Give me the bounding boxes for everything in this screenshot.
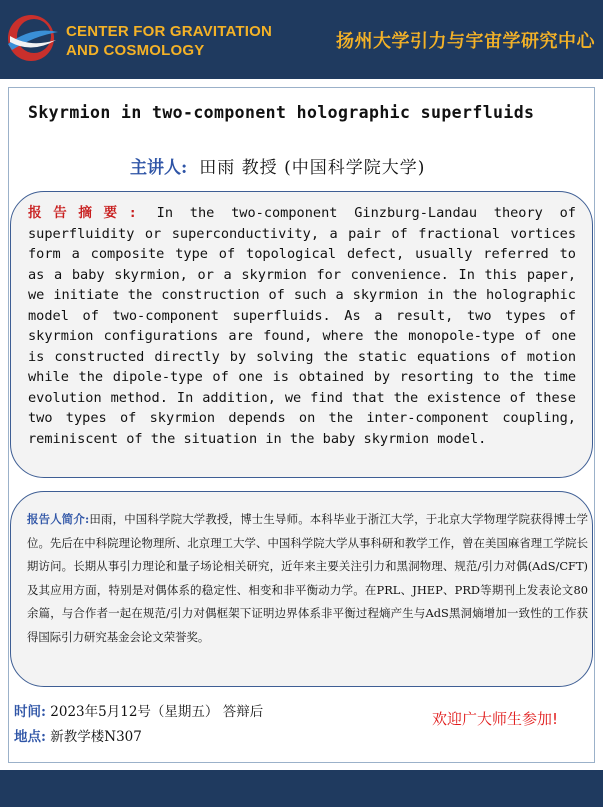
gravitation-center-logo-icon (4, 6, 60, 70)
place-label: 地点: (14, 729, 46, 745)
abstract-text: In the two-component Ginzburg-Landau theory of superfluidity or superconductivity, a pair of fractional vortices form a composite type of topological defect, usually referred to as a baby skyrmion, or a skyrmion for convenience. In this paper, we initiate the construction of such a skyrmion in the holographic model of two-component superfluids. As a result, two types of skyrmion configurations are found, where the monopole-type of one is constructed directly by solving the static equations of motion while the dipole-type of one is obtained by resorting to the time evolution method. In addition, we find that the existence of these two types of skyrmion depends on the inter-component coupling, reminiscent of the situation in the baby skyrmion model. (28, 205, 576, 447)
time-label: 时间: (14, 704, 46, 720)
bio-body (27, 508, 588, 649)
speaker-name: 田雨 教授 (中国科学院大学) (199, 158, 426, 178)
bio-label: 报告人简介: (27, 512, 90, 526)
talk-title: Skyrmion in two-component holographic superfluids (28, 103, 535, 122)
abstract-body (28, 203, 576, 449)
center-name-cn: 扬州大学引力与宇宙学研究中心 (336, 31, 595, 52)
place-value: 新教学楼N307 (50, 729, 142, 745)
abstract-label: 报告摘要: (28, 205, 140, 221)
center-name-en-line2: AND COSMOLOGY (66, 42, 205, 59)
center-name-en-line1: CENTER FOR GRAVITATION (66, 23, 273, 40)
footer-bar (0, 770, 603, 807)
header-banner (0, 0, 603, 79)
bio-text: 田雨，中国科学院大学教授，博士生导师。本科毕业于浙江大学，于北京大学物理学院获得博士学位。先后在中科院理论物理所、北京理工大学、中国科学院大学从事科研和教学工作，曾在美国麻省理工学院长期访问。长期从事引力理论和量子场论相关研究，近年来主要关注引力和黑洞物理、规范/引力对偶(AdS/CFT)及其应用方面，特别是对偶体系的稳定性、相变和非平衡动力学。在PRL、JHEP、PRD等期刊上发表论文80余篇，与合作者一起在规范/引力对偶框架下证明边界体系非平衡过程熵产生与AdS黑洞熵增加一致性的工作获得国际引力研究基金会论文荣誉奖。 (27, 512, 588, 644)
time-line (14, 700, 263, 720)
place-line (14, 725, 142, 745)
time-value: 2023年5月12号（星期五） 答辩后 (50, 704, 264, 720)
center-name-en (66, 22, 306, 60)
speaker-label: 主讲人: (130, 158, 188, 178)
speaker-line (130, 153, 425, 178)
welcome-text: 欢迎广大师生参加! (432, 710, 559, 728)
